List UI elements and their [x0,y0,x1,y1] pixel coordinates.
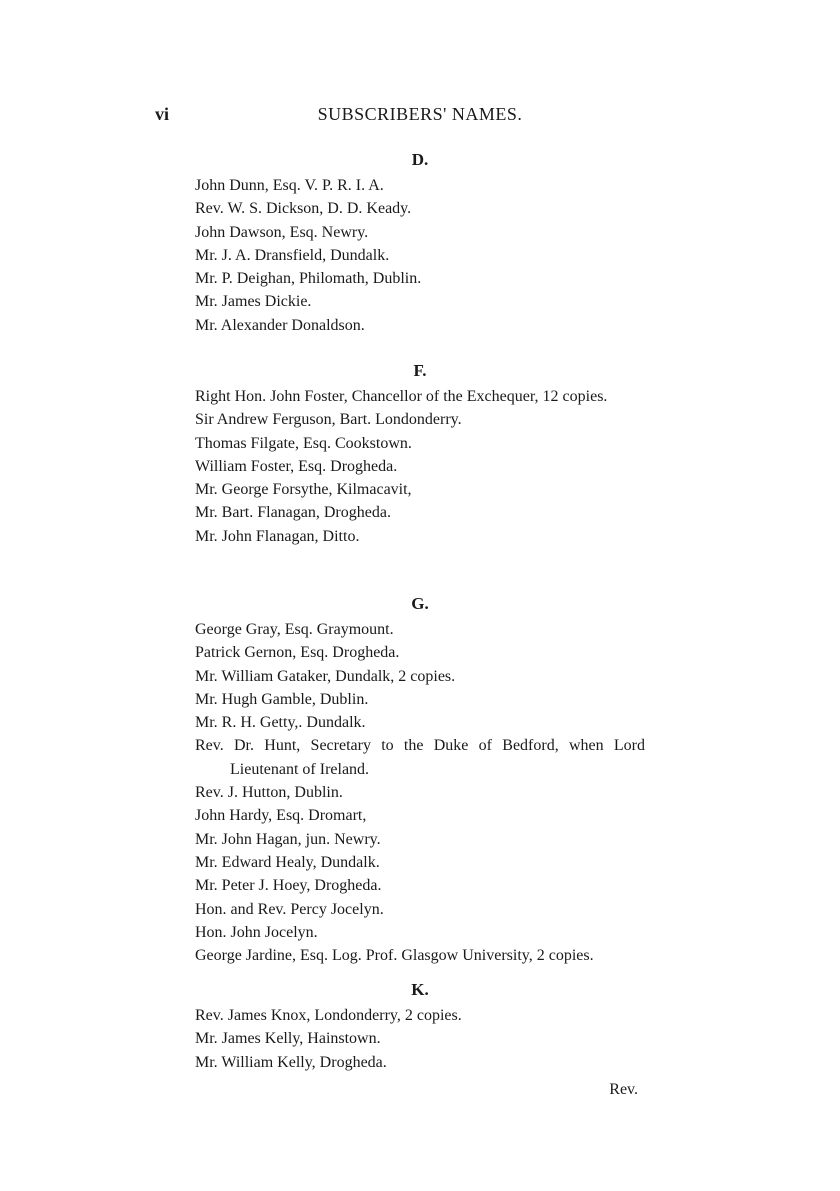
subscriber-entry: John Dawson, Esq. Newry. [195,223,369,241]
subscriber-entry: Mr. John Hagan, jun. Newry. [195,830,381,848]
subscriber-entry: William Foster, Esq. Drogheda. [195,457,398,475]
subscriber-entry: Mr. John Flanagan, Ditto. [195,527,360,545]
subscriber-entry: Mr. George Forsythe, Kilmacavit, [195,481,412,499]
subscriber-entry: John Dunn, Esq. V. P. R. I. A. [195,177,384,194]
entry-list [195,1004,645,1074]
subscriber-entry: Thomas Filgate, Esq. Cookstown. [195,434,412,452]
catchword: Rev. [609,1081,638,1098]
subscriber-entry: Hon. John Jocelyn. [195,923,318,941]
subscriber-entry: Mr. James Kelly, Hainstown. [195,1030,381,1048]
section-letter: K. [411,980,429,999]
subscriber-entry: Mr. William Kelly, Drogheda. [195,1053,387,1071]
subscriber-entry: Mr. J. A. Dransfield, Dundalk. [195,246,390,264]
section-f [195,357,645,548]
section-letter: F. [413,361,427,380]
page-number: vi [155,104,170,124]
entry-list [195,174,645,337]
subscriber-entry: Right Hon. John Foster, Chancellor of the Exchequer, 12 copies. [195,388,608,405]
subscriber-entry: Sir Andrew Ferguson, Bart. Londonderry. [195,411,462,429]
section-k [195,976,645,1074]
subscriber-entry: Mr. Edward Healy, Dundalk. [195,853,380,871]
subscriber-entry: Hon. and Rev. Percy Jocelyn. [195,900,384,918]
section-letter: D. [411,150,429,169]
subscriber-entry: George Gray, Esq. Graymount. [195,621,394,638]
subscriber-entry: Mr. William Gataker, Dundalk, 2 copies. [195,667,456,685]
subscriber-entry: Mr. Hugh Gamble, Dublin. [195,690,369,708]
section-d [195,146,645,337]
subscriber-entry: John Hardy, Esq. Dromart, [195,807,367,825]
running-head: SUBSCRIBERS' NAMES. [317,104,523,124]
subscriber-entry: Mr. P. Deighan, Philomath, Dublin. [195,270,422,288]
subscriber-entry: Rev. Dr. Hunt, Secretary to the Duke of Bedford, when Lord Lieutenant of Ireland. [195,737,645,778]
entry-list [195,618,645,967]
subscriber-entry: Mr. R. H. Getty,. Dundalk. [195,714,366,732]
subscriber-entry: Rev. W. S. Dickson, D. D. Keady. [195,200,412,218]
subscriber-entry: George Jardine, Esq. Log. Prof. Glasgow University, 2 copies. [195,947,594,965]
subscriber-entry: Mr. Peter J. Hoey, Drogheda. [195,877,382,895]
entry-list [195,385,645,548]
section-letter: G. [411,594,429,613]
subscriber-entry: Rev. James Knox, Londonderry, 2 copies. [195,1007,462,1024]
subscriber-entry: Patrick Gernon, Esq. Drogheda. [195,644,400,662]
subscriber-entry: Mr. Bart. Flanagan, Drogheda. [195,504,391,522]
subscriber-entry: Rev. J. Hutton, Dublin. [195,784,343,802]
subscriber-entry: Mr. Alexander Donaldson. [195,316,365,334]
subscriber-entry: Mr. James Dickie. [195,293,312,311]
section-g [195,590,645,967]
